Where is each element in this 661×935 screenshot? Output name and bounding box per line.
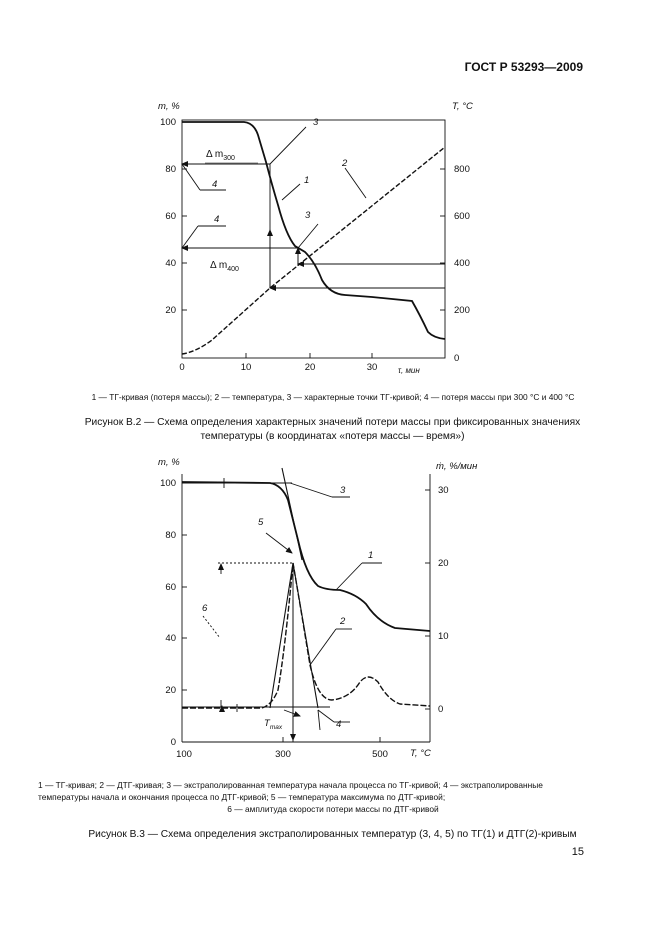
- b2-left-ticks: [182, 122, 187, 310]
- standard-header: ГОСТ Р 53293—2009: [464, 60, 583, 74]
- b3-label-4: 4: [336, 719, 342, 730]
- b2-leader-2: [345, 168, 366, 198]
- b2-labels: [158, 101, 473, 375]
- b3-label-tmax: $T_{max}$: [264, 718, 283, 731]
- b2-ytick-100: 100: [160, 117, 176, 128]
- b3-leader-5: [266, 533, 292, 553]
- b2-dm400: Δ $m_{400}$: [210, 260, 239, 273]
- b3-legend-line1: 1 — ТГ-кривая; 2 — ДТГ-кривая; 3 — экстраполированная температура начала процесса по ТГ-кривой; 4 — экстраполированные: [38, 780, 543, 790]
- b3-leader-2: [310, 629, 336, 665]
- b3-ytick-80: 80: [165, 530, 176, 541]
- b2-leader-3-top: [270, 127, 306, 164]
- b2-rtick-0: 0: [454, 353, 460, 364]
- b3-label-6: 6: [202, 603, 208, 614]
- b3-ytick-0: 0: [170, 737, 176, 748]
- b2-ytick-60: 60: [165, 211, 176, 222]
- b3-ytick-40: 40: [165, 633, 176, 644]
- b2-rtick-800: 800: [454, 164, 470, 175]
- b3-label-2: 2: [340, 616, 346, 627]
- b3-rtick-0: 0: [438, 704, 444, 715]
- b3-ytick-100: 100: [160, 478, 176, 489]
- b3-legend-line3: 6 — амплитуда скорости потери массы по ДТГ-кривой: [227, 804, 439, 814]
- b2-x-label: τ, мин: [398, 366, 420, 375]
- figure-b3: [182, 468, 430, 742]
- b3-xtick-100: 100: [176, 749, 192, 760]
- b3-tangent-dtg-right: [293, 563, 318, 708]
- b3-y-left-label: m, %: [158, 457, 180, 468]
- b2-rtick-600: 600: [454, 211, 470, 222]
- b2-x-ticks: [246, 353, 372, 358]
- b2-ytick-20: 20: [165, 305, 176, 316]
- b3-leader-tmax: [284, 710, 300, 716]
- b2-label-1: 1: [304, 175, 310, 186]
- b2-caption-line1: Рисунок В.2 — Схема определения характерных значений потери массы при фиксированных значениях: [84, 417, 581, 428]
- b2-leader-1: [282, 184, 300, 200]
- b3-legend-line2: температуры начала и окончания процесса по ДТГ-кривой; 5 — температура максимума по ДТГ-кривой;: [38, 792, 446, 802]
- b2-dm300: Δ $m_{300}$: [206, 149, 235, 162]
- b2-legend: 1 — ТГ-кривая (потеря массы); 2 — температура, 3 — характерные точки ТГ-кривой; 4 — потеря массы при 300 °С и 400 °С: [91, 392, 575, 402]
- b3-left-ticks: [182, 483, 187, 690]
- b2-label-2: 2: [342, 158, 348, 169]
- b2-xtick-10: 10: [240, 362, 252, 373]
- b3-xtick-500: 500: [372, 749, 388, 760]
- b2-caption: [40, 416, 625, 444]
- b2-label-3-mid: 3: [305, 210, 311, 221]
- b3-leader-4: [318, 710, 334, 722]
- b2-leader-4-lower: [182, 226, 198, 248]
- b3-tg-curve: [182, 482, 430, 631]
- b2-xtick-0: 0: [179, 362, 185, 373]
- b3-label-5: 5: [258, 517, 264, 528]
- b2-label-4-upper: 4: [212, 179, 218, 190]
- b3-y-right-label: ṁ, %/мин: [436, 461, 478, 472]
- b2-ytick-40: 40: [165, 258, 176, 269]
- b3-rtick-30: 30: [438, 485, 449, 496]
- b2-label-4-lower: 4: [214, 214, 220, 225]
- b3-right-ticks: [425, 490, 430, 709]
- b2-label-3-top: 3: [313, 117, 319, 128]
- b2-temperature-curve: [182, 147, 445, 354]
- b2-y-right-label: T, °C: [452, 101, 473, 112]
- b3-leader-6: [203, 616, 220, 638]
- b3-ytick-60: 60: [165, 582, 176, 593]
- b3-legend: [38, 779, 628, 815]
- b3-rtick-20: 20: [438, 558, 449, 569]
- b2-leader-4-upper: [182, 164, 200, 190]
- b3-rtick-10: 10: [438, 631, 449, 642]
- b3-tangent-tg: [282, 468, 302, 560]
- b2-leader-3-mid: [298, 224, 318, 248]
- b3-ytick-20: 20: [165, 685, 176, 696]
- b2-rtick-400: 400: [454, 258, 470, 269]
- b3-tangent-dtg-left: [270, 563, 293, 708]
- b2-xtick-30: 30: [366, 362, 378, 373]
- b2-rtick-200: 200: [454, 305, 470, 316]
- b3-leader-3: [290, 483, 332, 497]
- b2-y-left-label: m, %: [158, 101, 180, 112]
- b3-label-3: 3: [340, 485, 346, 496]
- page-number: 15: [571, 846, 584, 858]
- b2-caption-line2: температуры (в координатах «потеря массы — время»): [200, 431, 465, 442]
- b3-xtick-300: 300: [275, 749, 291, 760]
- b2-ytick-80: 80: [165, 164, 176, 175]
- b3-x-ticks: [283, 737, 380, 742]
- b3-leader-1: [336, 563, 362, 590]
- b3-x-label: T, °C: [410, 748, 431, 759]
- b3-caption: Рисунок В.3 — Схема определения экстраполированных температур (3, 4, 5) по ТГ(1) и ДТГ(2)-кривым: [88, 829, 577, 840]
- b2-right-ticks: [440, 169, 445, 310]
- b2-xtick-20: 20: [304, 362, 316, 373]
- b3-label-1: 1: [368, 550, 374, 561]
